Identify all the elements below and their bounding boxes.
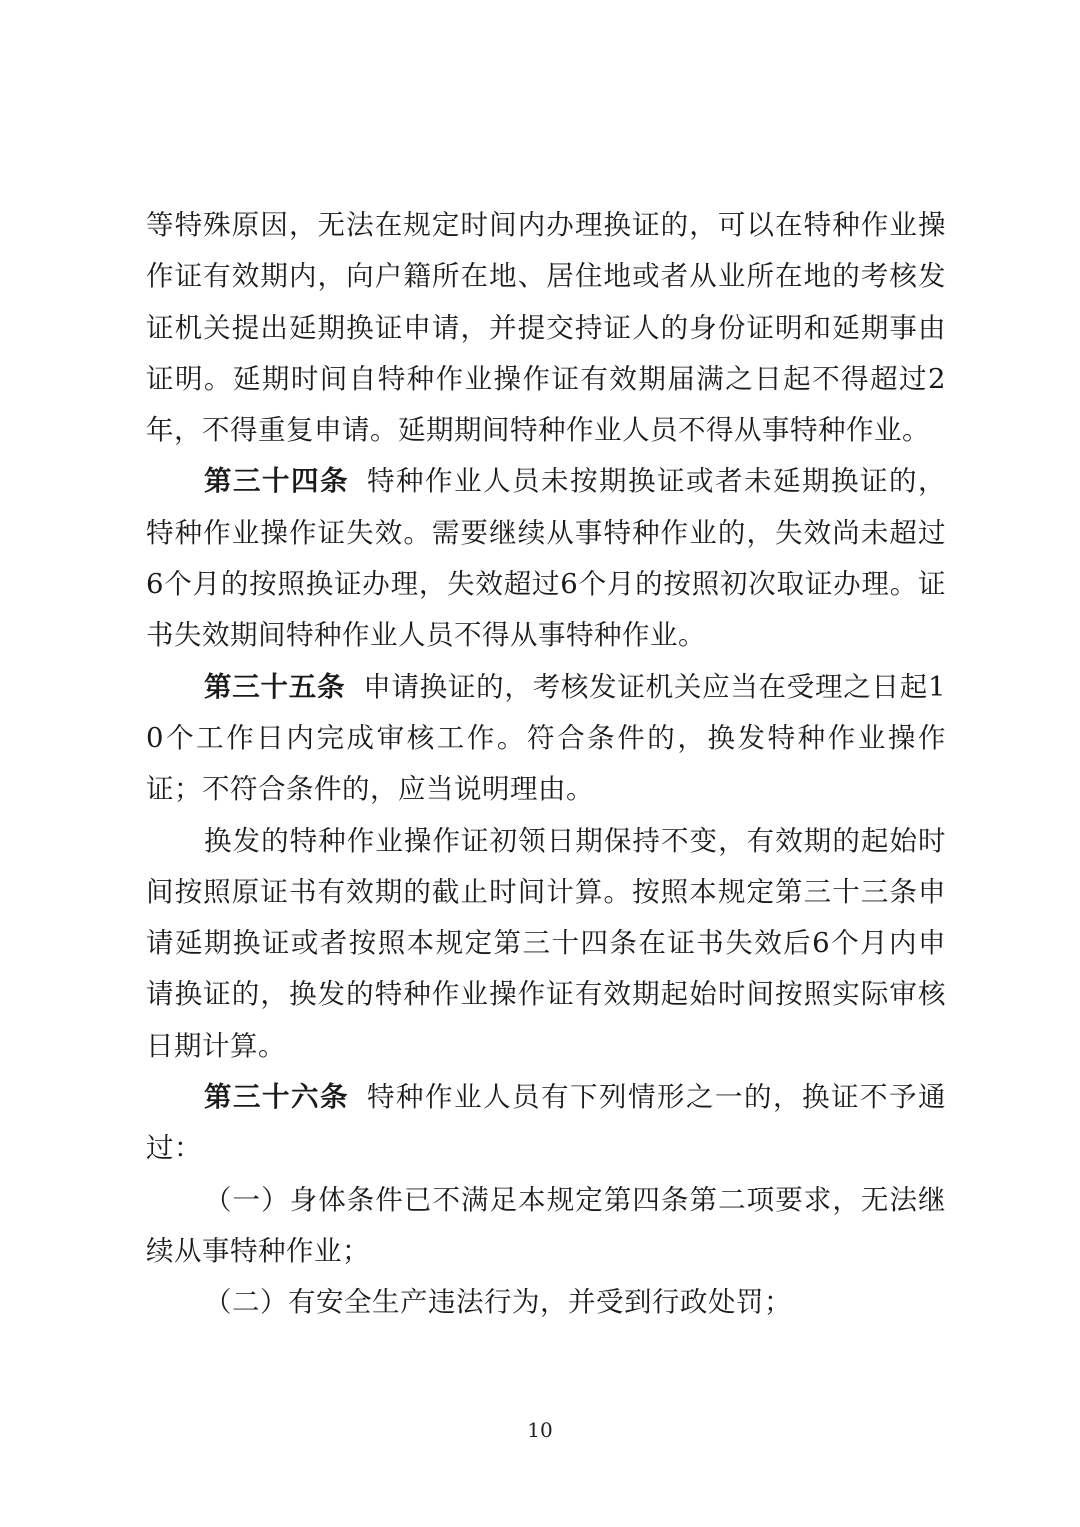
document-body	[146, 200, 946, 1329]
paragraph-continuation: 等特殊原因，无法在规定时间内办理换证的，可以在特种作业操作证有效期内，向户籍所在地、居住地或者从业所在地的考核发证机关提出延期换证申请，并提交持证人的身份证明和延期事由证明。延期时间自特种作业操作证有效期届满之日起不得超过2年，不得重复申请。延期期间特种作业人员不得从事特种作业。	[146, 209, 946, 447]
article-35-text: 申请换证的，考核发证机关应当在受理之日起10个工作日内完成审核工作。符合条件的，换发特种作业操作证；不符合条件的，应当说明理由。	[146, 670, 946, 806]
article-36-title: 第三十六条	[204, 1081, 349, 1114]
article-36	[146, 1072, 946, 1175]
paragraph-renewal: 换发的特种作业操作证初领日期保持不变，有效期的起始时间按照原证书有效期的截止时间计算。按照本规定第三十三条申请延期换证或者按照本规定第三十四条在证书失效后6个月内申请换证的，换发的特种作业操作证有效期起始时间按照实际审核日期计算。	[146, 824, 946, 1062]
page-number: 10	[527, 1418, 553, 1442]
article-34	[146, 456, 946, 661]
article-35	[146, 662, 946, 816]
article-36-text: 特种作业人员有下列情形之一的，换证不予通过：	[146, 1081, 946, 1165]
article-35-title: 第三十五条	[204, 670, 346, 703]
list-item-1: （一）身体条件已不满足本规定第四条第二项要求，无法继续从事特种作业；	[146, 1183, 946, 1267]
article-34-text: 特种作业人员未按期换证或者未延期换证的，特种作业操作证失效。需要继续从事特种作业的，失效尚未超过6个月的按照换证办理，失效超过6个月的按照初次取证办理。证书失效期间特种作业人员不得从事特种作业。	[146, 465, 946, 652]
list-item-2: （二）有安全生产违法行为，并受到行政处罚；	[204, 1286, 792, 1319]
article-34-title: 第三十四条	[204, 465, 349, 498]
